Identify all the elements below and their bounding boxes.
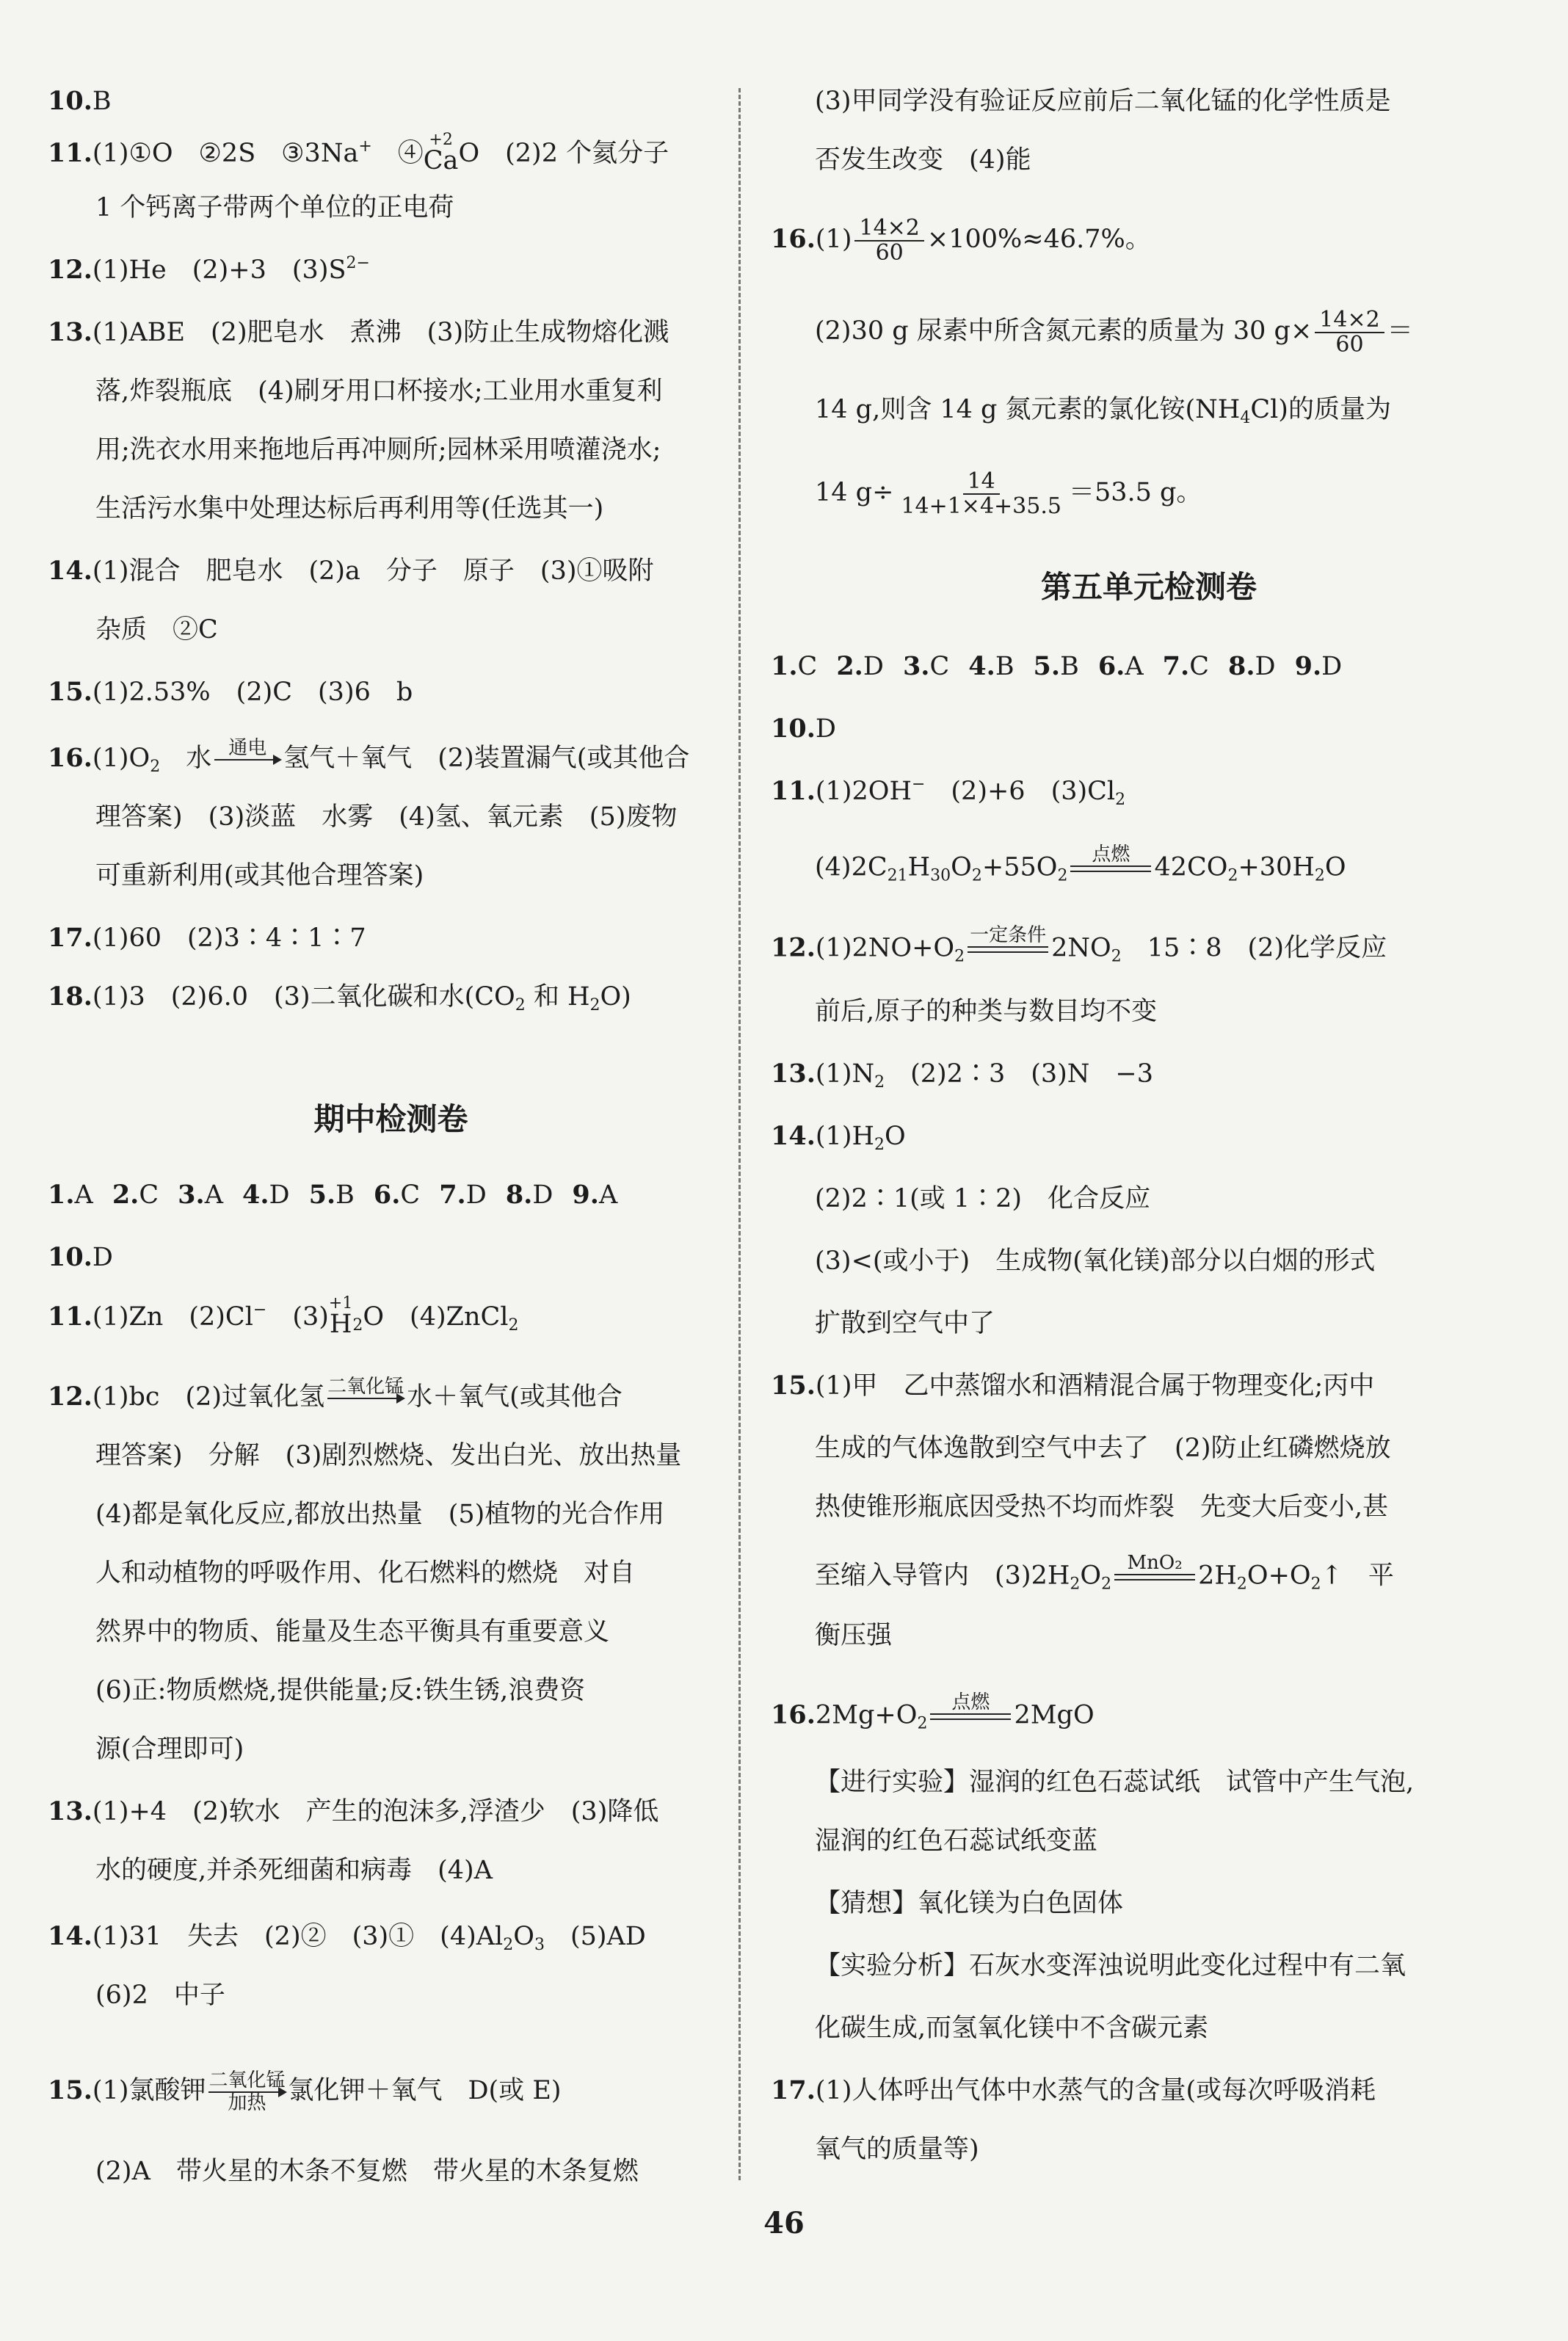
answer-13-cont: 用;洗衣水用来拖地后再冲厕所;园林采用喷灌浇水; xyxy=(95,435,661,465)
answer-letter: D xyxy=(1321,652,1343,681)
answer-12: 12.(1)He (2)+3 $(3)S^{2-}$ xyxy=(48,254,370,285)
answer-15: 15.(1)2.53% (2)C (3)6 b xyxy=(48,677,413,707)
answer-16-cont: 14 g,则含 14 g 氮元素的氯化铵$(NH_4Cl)$的质量为 xyxy=(815,395,1391,427)
section-heading-unit5: 第五单元检测卷 xyxy=(1040,569,1257,605)
answer-letter: B xyxy=(1060,652,1079,681)
answer-16-cont: 【实验分析】石灰水变浑浊说明此变化过程中有二氧 xyxy=(815,1951,1407,1981)
question-number: 2. xyxy=(112,1180,139,1210)
question-number: 7. xyxy=(1162,651,1190,681)
answer-12-cont: 然界中的物质、能量及生态平衡具有重要意义 xyxy=(95,1617,610,1647)
answer-letter: D xyxy=(465,1180,487,1210)
answer-letter: A xyxy=(1125,652,1144,681)
answer-10: 10.D xyxy=(771,714,836,744)
question-number: 9. xyxy=(1294,651,1322,681)
answer-13-cont: 水的硬度,并杀死细菌和病毒 (4)A xyxy=(95,1856,493,1885)
answer-16-cont: 湿润的红色石蕊试纸变蓝 xyxy=(815,1826,1098,1856)
reaction-equals: 点燃 xyxy=(1070,844,1151,893)
answer-14-cont: 杂质 ②C xyxy=(95,615,218,645)
answer-16-cont: 化碳生成,而氢氧化镁中不含碳元素 xyxy=(815,2014,1209,2043)
answer-12: $12.(1)2NO+O_2$ 一定条件 $2NO_2$ 15∶8 (2)化学反应 xyxy=(771,925,1527,973)
answer-13: 13.(1)+4 (2)软水 产生的泡沫多,浮渣少 (3)降低 xyxy=(48,1796,659,1826)
answer-letter: B xyxy=(995,652,1015,681)
answer-11: 11.(1)①O ②2S ③3Na+ ④ +2 Ca O (2)2 个氦分子 xyxy=(48,131,669,175)
answer-letter: D xyxy=(269,1180,290,1210)
answer-15: 15.(1)甲 乙中蒸馏水和酒精混合属于物理变化;丙中 xyxy=(771,1371,1375,1401)
answer-16-cont: 14 g÷ $\frac{14}{14+1\times 4+35.5}$ ＝53.5 g。 xyxy=(815,468,1202,519)
answer-16: $16.(1)O_2$ 水 通电 氢气＋氧气 (2)装置漏气(或其他合 xyxy=(48,738,734,781)
answer-11: 11.(1)Zn (2)Cl− (3) +1 H $_2$O (4)ZnCl$_2$ xyxy=(48,1294,519,1339)
mc-answer xyxy=(309,1180,355,1210)
answer-11-cont: 1 个钙离子带两个单位的正电荷 xyxy=(95,193,454,222)
question-number: 4. xyxy=(968,651,995,681)
answer-17: 17.(1)60 (2)3∶4∶1∶7 xyxy=(48,923,366,953)
mc-answer xyxy=(572,1180,617,1210)
answer-14-cont: 扩散到空气中了 xyxy=(815,1309,995,1338)
answer-13-cont: 落,炸裂瓶底 (4)刷牙用口杯接水;工业用水重复利 xyxy=(95,377,663,406)
question-number: 6. xyxy=(1097,651,1125,681)
answer-17-cont: 氧气的质量等) xyxy=(815,2135,979,2164)
reaction-equals: 一定条件 xyxy=(968,925,1048,973)
answer-letter: B xyxy=(335,1180,355,1210)
mc-answer xyxy=(112,1180,159,1210)
answer-14-cont: (6)2 中子 xyxy=(95,1981,225,2010)
answer-15-cont: 衡压强 xyxy=(815,1621,893,1650)
answer-16-cont: 【进行实验】湿润的红色石蕊试纸 试管中产生气泡, xyxy=(815,1768,1415,1797)
mc-answer xyxy=(1163,652,1209,681)
mc-answer xyxy=(836,652,884,681)
answer-15-cont: 生成的气体逸散到空气中去了 (2)防止红磷燃烧放 xyxy=(815,1434,1391,1463)
answer-letter: C xyxy=(1189,652,1209,681)
answer-13: $13.(1)N_2$ (2)2∶3 (3)N −3 xyxy=(771,1059,1154,1092)
column-divider xyxy=(738,88,741,2180)
answer-13-cont: 生活污水集中处理达标后再利用等(任选其一) xyxy=(95,494,604,523)
answer-17: 17.(1)人体呼出气体中水蒸气的含量(或每次呼吸消耗 xyxy=(771,2075,1376,2105)
fraction: $\frac{14\times 2}{60}$ xyxy=(1315,308,1384,356)
mc-answer xyxy=(1034,652,1079,681)
question-number: 3. xyxy=(902,651,930,681)
valence-mark: +2 Ca xyxy=(423,131,459,175)
question-number: 7. xyxy=(439,1180,466,1210)
answer-14: $14.(1)H_2O$ xyxy=(771,1121,906,1154)
answer-14: 14.(1)混合 肥皂水 (2)a 分子 原子 (3)①吸附 xyxy=(48,556,654,586)
section-heading-midterm: 期中检测卷 xyxy=(313,1101,468,1137)
reaction-arrow: 通电 xyxy=(214,738,280,781)
question-number: 1. xyxy=(771,651,798,681)
answer-15-cont: (3)甲同学没有验证反应前后二氧化锰的化学性质是 xyxy=(815,87,1391,116)
answer-15-cont: 至缩入导管内 $(3)2H_2O_2$ MnO₂ $2H_2O+O_2↑$ 平 xyxy=(771,1553,1527,1601)
answer-12-cont: 前后,原子的种类与数目均不变 xyxy=(815,997,1158,1026)
answer-16-cont: 【猜想】氧化镁为白色固体 xyxy=(815,1889,1124,1918)
mc-answer xyxy=(968,652,1014,681)
answer-letter: D xyxy=(1255,652,1276,681)
answer-11: 11.(1)2OH− (2)+6 $(3)Cl_2$ xyxy=(771,775,1126,809)
answer-letter: C xyxy=(797,652,818,681)
answer-14: 14.(1)31 失去 (2)② (3)① $(4)Al_2O_3$ (5)AD xyxy=(48,1921,646,1954)
answer-14-cont: (2)2∶1(或 1∶2) 化合反应 xyxy=(815,1184,1151,1213)
mc-answer xyxy=(48,1180,93,1210)
answer-letter: A xyxy=(74,1180,93,1210)
answer-row-1-9 xyxy=(771,646,1527,687)
answer-letter: C xyxy=(400,1180,421,1210)
mc-answer xyxy=(439,1180,487,1210)
answer-10: 10.B xyxy=(48,86,112,116)
answer-row-1-9 xyxy=(48,1175,734,1216)
answer-12-cont: 人和动植物的呼吸作用、化石燃料的燃烧 对自 xyxy=(95,1558,636,1588)
question-number: 5. xyxy=(308,1180,336,1210)
valence-mark: +1 H xyxy=(328,1294,353,1339)
fraction: $\frac{14}{14+1\times 4+35.5}$ xyxy=(901,468,1061,519)
answer-letter: D xyxy=(532,1180,553,1210)
reaction-arrow: 二氧化锰 xyxy=(327,1376,404,1398)
question-number: 8. xyxy=(1227,651,1255,681)
answer-12: 12.(1)bc (2)过氧化氢 二氧化锰 水＋氧气(或其他合 xyxy=(48,1376,734,1420)
mc-answer xyxy=(242,1180,290,1210)
answer-12-cont: (6)正:物质燃烧,提供能量;反:铁生锈,浪费资 xyxy=(95,1676,586,1705)
mc-answer xyxy=(1228,652,1276,681)
answer-18: 18.(1)3 (2)6.0 (3)二氧化碳和水($CO_2$ 和 $H_2O$) xyxy=(48,981,631,1015)
answer-10: 10.D xyxy=(48,1242,113,1272)
reaction-equals: MnO₂ xyxy=(1114,1553,1195,1601)
answer-15: 15.(1)氯酸钾 二氧化锰 加热 氯化钾＋氧气 D(或 E) xyxy=(48,2069,562,2114)
mc-answer xyxy=(1295,652,1343,681)
question-number: 9. xyxy=(572,1180,599,1210)
reaction-equals: 点燃 xyxy=(930,1692,1011,1741)
question-number: 5. xyxy=(1033,651,1061,681)
answer-14-cont: (3)<(或小于) 生成物(氧化镁)部分以白烟的形式 xyxy=(815,1246,1376,1276)
answer-16-cont: 理答案) (3)淡蓝 水雾 (4)氢、氧元素 (5)废物 xyxy=(95,802,678,832)
answer-16: 16.(1) $\frac{14\times 2}{60}$ ×100%≈46.7%。 xyxy=(771,215,1151,266)
fraction: $\frac{14\times 2}{60}$ xyxy=(854,217,923,264)
answer-12-cont: 理答案) 分解 (3)剧烈燃烧、发出白光、放出热量 xyxy=(95,1441,682,1470)
answer-15-cont: 否发生改变 (4)能 xyxy=(815,145,1031,175)
answer-letter: A xyxy=(204,1180,223,1210)
mc-answer xyxy=(506,1180,553,1210)
mc-answer xyxy=(374,1180,420,1210)
question-number: 8. xyxy=(505,1180,533,1210)
mc-answer xyxy=(903,652,949,681)
answer-letter: D xyxy=(863,652,884,681)
question-number: 3. xyxy=(178,1180,205,1210)
reaction-arrow: 二氧化锰 加热 xyxy=(208,2069,286,2114)
question-number: 6. xyxy=(373,1180,401,1210)
answer-15-cont: (2)A 带火星的木条不复燃 带火星的木条复燃 xyxy=(95,2157,639,2186)
answer-letter: A xyxy=(598,1180,618,1210)
answer-16: $16.2Mg+O_2$ 点燃 2MgO xyxy=(771,1692,1527,1741)
answer-13: 13.(1)ABE (2)肥皂水 煮沸 (3)防止生成物熔化溅 xyxy=(48,317,669,347)
answer-letter: C xyxy=(929,652,950,681)
mc-answer xyxy=(178,1180,223,1210)
page-number: 46 xyxy=(763,2206,805,2240)
answer-11-cont: $(4)2C_{21}H_{30}O_2+55O_2$ 点燃 $42CO_2+30H_2O$ xyxy=(771,844,1527,893)
question-number: 4. xyxy=(242,1180,269,1210)
question-number: 1. xyxy=(48,1180,75,1210)
answer-12-cont: 源(合理即可) xyxy=(95,1735,244,1764)
answer-15-cont: 热使锥形瓶底因受热不均而炸裂 先变大后变小,甚 xyxy=(815,1492,1389,1522)
answer-16-cont: 可重新利用(或其他合理答案) xyxy=(95,861,424,890)
mc-answer xyxy=(1098,652,1144,681)
answer-12-cont: (4)都是氧化反应,都放出热量 (5)植物的光合作用 xyxy=(95,1500,665,1529)
answer-letter: C xyxy=(139,1180,159,1210)
mc-answer xyxy=(771,652,817,681)
answer-16-cont: (2)30 g 尿素中所含氮元素的质量为 30 g× $\frac{14\times 2}{60}$ ＝ xyxy=(815,307,1413,357)
question-number: 2. xyxy=(836,651,863,681)
